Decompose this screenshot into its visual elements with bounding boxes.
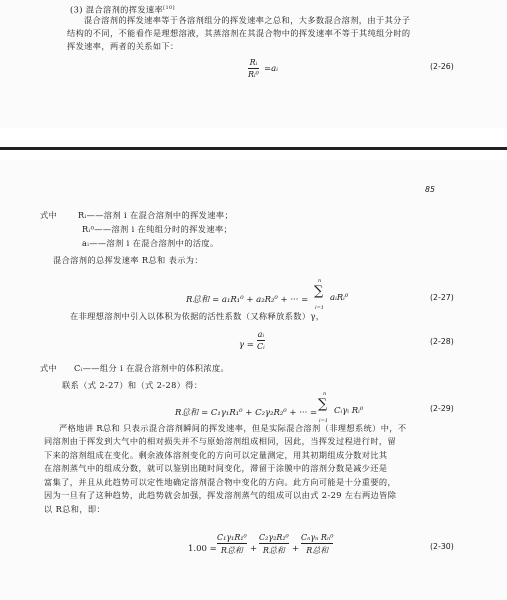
paragraph-line-1: 混合溶剂的挥发速率等于各溶剂组分的挥发速率之总和，大多数混合溶剂，由于其分子 <box>84 15 411 25</box>
fraction-term: C₂γ₂R₂⁰ R总和 <box>259 533 289 555</box>
fraction-term: C₁γ₁R₁⁰ R总和 <box>217 533 247 555</box>
where-line-3: aᵢ——溶剂 i 在混合溶剂中的活度。 <box>82 238 219 248</box>
summation-icon: ∑ <box>314 284 324 299</box>
bottom-page: 85 式中 Rᵢ——溶剂 i 在混合溶剂中的挥发速率； Rᵢ⁰——溶剂 i 在纯组分时的挥发速率； aᵢ——溶剂 i 在混合溶剂中的活度。 混合溶剂的总挥发速率 R总和 表示为： R总和 = a₁R₁⁰ + a₂R₂⁰ + ··· = n ∑ i=1 aᵢRᵢ⁰ (2-27) 在非理想溶剂中引入以体积为依据的活性系数（又称释放系数）γ， γ = aᵢ Cᵢ (2-28) 式中 Cᵢ——组分 i 在混合溶剂中的体积浓度。 联系（式 2-27）和（式 2-28）得： R总和 = C₁γ₁R₁⁰ + C₂γ₂R₂⁰ + ··· = n ∑ i=1 Cᵢγᵢ Rᵢ⁰ (2-29) 严格地讲 R总和 只表示混合溶剂瞬间的挥发速率，但是实际混合溶剂（非理想系统）中，不 同溶剂由于挥发到大气中的相对损失并不与原始溶剂组成相同，因此，当挥发过程进行时，留 下来的溶剂组成在变化。剩余液体溶剂变化的方向可以定量测定，用其初期组成分数对比其 在溶剂蒸气中的组成分数，就可以鉴别出随时间变化，滞留于涂膜中的溶剂分数是减少还是 富集了，并且从此趋势可以定性地确定溶剂混合物中变化的方向。此方向可能是十分重要的， 因为一旦有了这种趋势，此趋势就会加强，挥发溶剂蒸气的组成可以由式 2-29 左右两边皆除 以 R总和，即： 1.00 = C₁γ₁R₁⁰ R总和 + C₂γ₂R₂⁰ R总和 + Cₙγₙ Rₙ⁰ R总和 (2-30) <box>0 160 507 600</box>
paragraph2-line-2: 同溶剂由于挥发到大气中的相对损失并不与原始溶剂组成相同，因此，当挥发过程进行时，留 <box>44 436 397 446</box>
paragraph-line-2: 结构的不同，不能看作是理想溶液，其蒸溶剂在其混合物中的挥发速率不等于其纯组分时的 <box>67 28 411 38</box>
top-page-fragment: (3) 混合溶剂的挥发速率[10] 混合溶剂的挥发速率等于各溶剂组分的挥发速率之总和，大多数混合溶剂，由于其分子 结构的不同，不能看作是理想溶液，其蒸溶剂在其混合物中的挥发速率不等于其纯组分时的 挥发速率，两者的关系如下： Rᵢ Rᵢ⁰ =aᵢ (2-26) <box>0 0 507 128</box>
total-rate-line: 混合溶剂的总挥发速率 R总和 表示为： <box>53 255 203 265</box>
activity-coefficient-line: 在非理想溶剂中引入以体积为依据的活性系数（又称释放系数）γ， <box>70 311 325 321</box>
equation-number: (2-28) <box>430 337 454 346</box>
where-line-2: Rᵢ⁰——溶剂 i 在纯组分时的挥发速率； <box>82 224 233 234</box>
where-label-2: 式中 <box>40 363 58 373</box>
where-concentration-line: Cᵢ——组分 i 在混合溶剂中的体积浓度。 <box>74 363 230 373</box>
paragraph-line-3: 挥发速率，两者的关系如下： <box>67 41 179 51</box>
fraction-term: Cₙγₙ Rₙ⁰ R总和 <box>301 533 334 555</box>
where-line-1: Rᵢ——溶剂 i 在混合溶剂中的挥发速率； <box>78 210 234 220</box>
equation-number: (2-27) <box>430 293 454 302</box>
paragraph2-line-7: 以 R总和，即： <box>44 504 106 514</box>
equation-number: (2-30) <box>430 542 454 551</box>
equation-number: (2-29) <box>430 404 454 413</box>
paragraph2-line-6: 因为一旦有了这种趋势，此趋势就会加强，挥发溶剂蒸气的组成可以由式 2-29 左右两边皆除 <box>44 490 397 500</box>
equation-number: (2-26) <box>430 62 454 71</box>
combine-line: 联系（式 2-27）和（式 2-28）得： <box>62 380 203 390</box>
where-label: 式中 <box>40 210 58 220</box>
section-heading: (3) 混合溶剂的挥发速率[10] <box>70 4 175 15</box>
paragraph2-line-3: 下来的溶剂组成在变化。剩余液体溶剂变化的方向可以定量测定，用其初期组成分数对比其 <box>44 450 388 460</box>
page-number: 85 <box>425 185 435 194</box>
page-divider <box>0 147 507 150</box>
summation-icon: ∑ <box>318 397 328 412</box>
paragraph2-line-5: 富集了，并且从此趋势可以定性地确定溶剂混合物中变化的方向。此方向可能是十分重要的， <box>44 477 397 487</box>
paragraph2-line-4: 在溶剂蒸气中的组成分数，就可以鉴别出随时间变化，滞留于涂膜中的溶剂分数是减少还是 <box>44 463 388 473</box>
paragraph2-line-1: 严格地讲 R总和 只表示混合溶剂瞬间的挥发速率，但是实际混合溶剂（非理想系统）中，不 <box>59 423 407 433</box>
